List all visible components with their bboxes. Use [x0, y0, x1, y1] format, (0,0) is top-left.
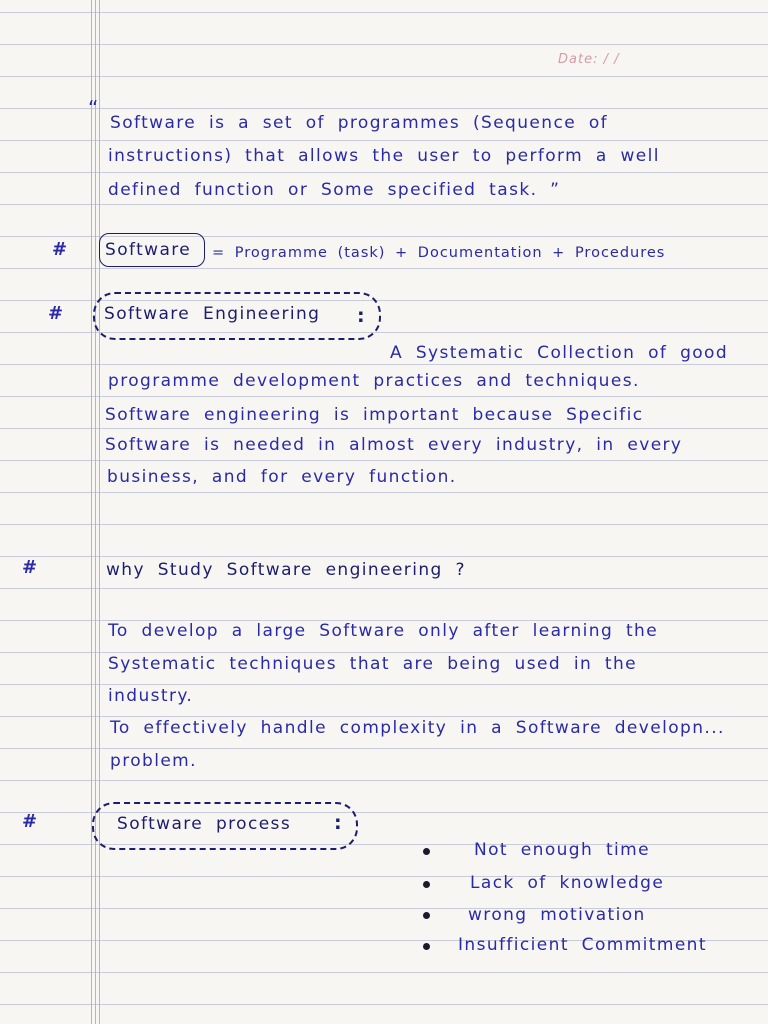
date-label: Date: / / — [558, 52, 620, 67]
se-body-line: business, and for every function. — [107, 467, 457, 487]
why-body-line: Systematic techniques that are being used in the — [108, 654, 638, 674]
bullet-dot — [423, 881, 430, 888]
se-heading-title: Software Engineering — [104, 304, 321, 324]
intro-line: defined function or Some specified task. ” — [108, 180, 561, 200]
intro-line: Software is a set of programmes (Sequence of — [110, 113, 609, 133]
section-marker: # — [52, 239, 68, 260]
software-equation: = Programme (task) + Documentation + Procedures — [212, 245, 666, 261]
process-list-item: Not enough time — [474, 840, 650, 860]
why-body-line: To develop a large Software only after learning the — [108, 621, 659, 641]
intro-line: instructions) that allows the user to perform a well — [108, 146, 660, 166]
bullet-dot — [423, 848, 430, 855]
why-body-line: industry. — [108, 686, 194, 706]
bullet-dot — [423, 943, 430, 950]
section-marker: # — [22, 811, 38, 832]
why-body-line: problem. — [110, 751, 197, 771]
process-heading-title: Software process — [117, 814, 292, 834]
section-marker: # — [48, 303, 64, 324]
margin-line — [95, 0, 96, 1024]
se-body-line: programme development practices and techniques. — [108, 371, 640, 391]
why-heading-title: why Study Software engineering ? — [106, 560, 466, 580]
process-list-item: wrong motivation — [468, 905, 646, 925]
se-body-line: Software is needed in almost every industry, in every — [105, 435, 683, 455]
heading-colon: : — [357, 305, 365, 327]
process-list-item: Lack of knowledge — [470, 873, 665, 893]
se-body-line: A Systematic Collection of good — [390, 343, 729, 363]
se-body-line: Software engineering is important because Specific — [105, 405, 644, 425]
margin-line — [91, 0, 92, 1024]
margin-line — [99, 0, 100, 1024]
heading-colon: : — [334, 812, 342, 834]
bullet-dot — [423, 912, 430, 919]
why-body-line: To effectively handle complexity in a Software developn... — [110, 718, 725, 738]
process-list-item: Insufficient Commitment — [458, 935, 707, 955]
software-term: Software — [105, 240, 192, 260]
open-quote: “ — [88, 96, 99, 120]
section-marker: # — [22, 557, 38, 578]
